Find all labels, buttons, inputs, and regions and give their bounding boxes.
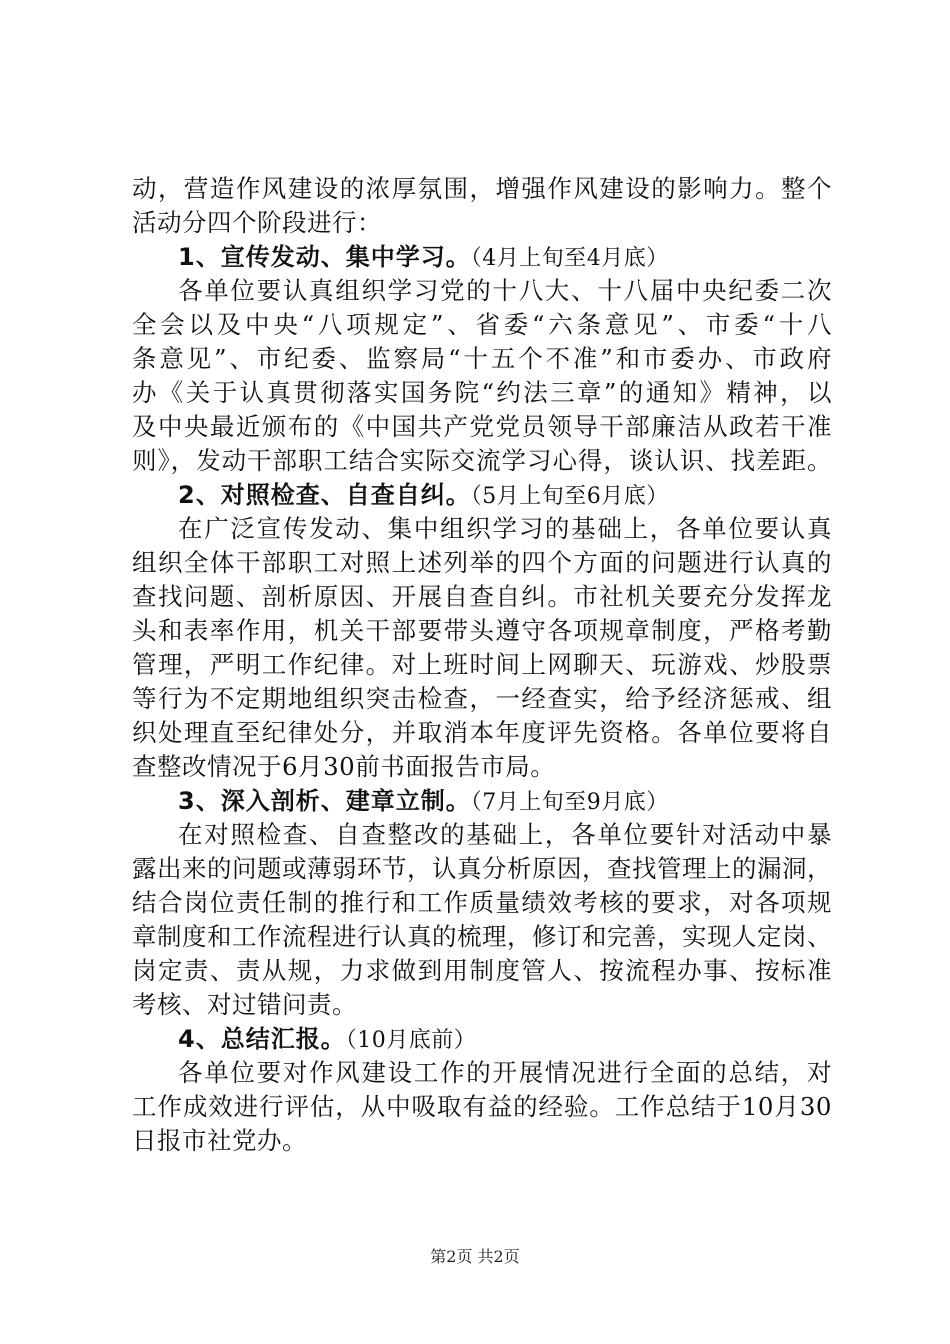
- paragraph-line: 条意见”、市纪委、监察局“十五个不准”和市委办、市政府: [132, 344, 832, 373]
- paragraph-line: 露出来的问题或薄弱环节，认真分析原因，查找管理上的漏洞，: [132, 854, 832, 883]
- paragraph-line: 活动分四个阶段进行：: [132, 208, 382, 237]
- paragraph-line: 等行为不定期地组织突击检查，一经查实，给予经济惩戒、组: [132, 684, 832, 713]
- section-heading-2: [132, 478, 832, 512]
- paragraph-line: 查整改情况于6月30前书面报告市局。: [132, 752, 556, 781]
- paragraph-line: 织处理直至纪律处分，并取消本年度评先资格。各单位要将自: [132, 718, 832, 747]
- paragraph-line: 在对照检查、自查整改的基础上，各单位要针对活动中暴: [178, 820, 832, 849]
- paragraph-line: 组织全体干部职工对照上述列举的四个方面的问题进行认真的: [132, 548, 832, 577]
- section-heading-title: 1、宣传发动、集中学习。: [178, 243, 471, 271]
- paragraph-line: 章制度和工作流程进行认真的梳理，修订和完善，实现人定岗、: [132, 922, 832, 951]
- section-heading-title: 2、对照检查、自查自纠。: [178, 481, 471, 509]
- paragraph-line: 头和表率作用，机关干部要带头遵守各项规章制度，严格考勤: [132, 616, 832, 645]
- paragraph-line: 各单位要认真组织学习党的十八大、十八届中央纪委二次: [178, 276, 832, 305]
- paragraph-line: 查找问题、剖析原因、开展自查自纠。市社机关要充分发挥龙: [132, 582, 832, 611]
- paragraph-line: 及中央最近颁布的《中国共产党党员领导干部廉洁从政若干准: [132, 412, 832, 441]
- section-heading-period: （10月底前）: [345, 1028, 477, 1053]
- paragraph-line: 考核、对过错问责。: [132, 990, 357, 1019]
- paragraph-line: 管理，严明工作纪律。对上班时间上网聊天、玩游戏、炒股票: [132, 650, 832, 679]
- paragraph-line: 岗定责、责从规，力求做到用制度管人、按流程办事、按标准: [132, 956, 832, 985]
- paragraph-line: 工作成效进行评估，从中吸取有益的经验。工作总结于10月30: [132, 1092, 832, 1121]
- section-heading-title: 3、深入剖析、建章立制。: [178, 787, 471, 815]
- paragraph-line: 在广泛宣传发动、集中组织学习的基础上，各单位要认真: [178, 514, 832, 543]
- section-heading-3: [132, 784, 832, 818]
- section-heading-1: [132, 240, 832, 274]
- paragraph-line: 日报市社党办。: [132, 1126, 307, 1155]
- paragraph-line: 则》，发动干部职工结合实际交流学习心得，谈认识、找差距。: [132, 446, 832, 475]
- section-heading-4: [132, 1022, 832, 1056]
- section-heading-period: （7月上旬至9月底）: [470, 790, 669, 815]
- section-heading-period: （5月上旬至6月底）: [470, 484, 669, 509]
- paragraph-line: 各单位要对作风建设工作的开展情况进行全面的总结，对: [178, 1058, 832, 1087]
- paragraph-line: 动，营造作风建设的浓厚氛围，增强作风建设的影响力。整个: [132, 174, 832, 203]
- paragraph-line: 办《关于认真贯彻落实国务院“约法三章”的通知》精神，以: [132, 378, 832, 407]
- paragraph-line: 结合岗位责任制的推行和工作质量绩效考核的要求，对各项规: [132, 888, 832, 917]
- page-number-footer: 第2页 共2页: [430, 1247, 520, 1266]
- section-heading-period: （4月上旬至4月底）: [470, 246, 669, 271]
- document-body: [132, 172, 832, 1158]
- paragraph-line: 全会以及中央“八项规定”、省委“六条意见”、市委“十八: [132, 310, 832, 339]
- section-heading-title: 4、总结汇报。: [178, 1025, 346, 1053]
